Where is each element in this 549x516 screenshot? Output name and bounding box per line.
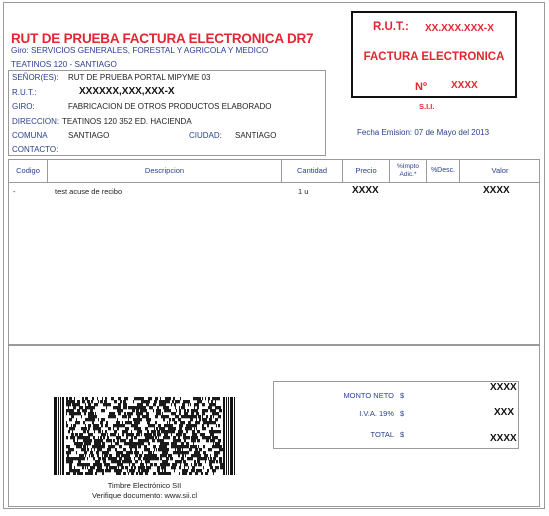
company-address: TEATINOS 120 - SANTIAGO	[11, 60, 117, 69]
col-desc: %Desc.	[430, 167, 456, 174]
direccion-label: DIRECCION:	[12, 117, 60, 126]
pdf417-barcode-icon	[54, 397, 235, 475]
total-value: XXXX	[490, 433, 517, 444]
col-descripcion: Descripcion	[144, 166, 185, 175]
fecha-emision: Fecha Emision: 07 de Mayo del 2013	[357, 128, 490, 137]
row-valor: XXXX	[483, 185, 510, 196]
neto-value: XXXX	[490, 382, 517, 393]
receiver-giro-label: GIRO:	[12, 102, 35, 111]
senores-label: SEÑOR(ES):	[12, 73, 59, 82]
comuna-value: SANTIAGO	[68, 131, 110, 140]
comuna-label: COMUNA	[12, 131, 48, 140]
verify-label: Verifique documento: www.sii.cl	[91, 491, 198, 500]
company-name: RUT DE PRUEBA FACTURA ELECTRONICA DR7	[11, 31, 314, 46]
iva-value: XXX	[494, 407, 515, 418]
document-number-label: Nº	[415, 81, 427, 93]
ciudad-value: SANTIAGO	[235, 131, 277, 140]
detail-table-header	[9, 160, 539, 183]
total-label: TOTAL	[370, 430, 394, 439]
sii-rut-label: R.U.T.:	[373, 21, 409, 33]
timbre-label: Timbre Electrónico SII	[107, 481, 182, 490]
receiver-box	[8, 70, 326, 156]
receiver-giro-value: FABRICACION DE OTROS PRODUCTOS ELABORADO	[68, 102, 272, 111]
neto-currency: $	[400, 391, 405, 400]
row-codigo: -	[13, 187, 16, 196]
detail-table	[8, 159, 540, 345]
contacto-label: CONTACTO:	[12, 145, 59, 154]
ciudad-label: CIUDAD:	[189, 131, 222, 140]
direccion-value: TEATINOS 120 352 ED. HACIENDA	[62, 117, 192, 126]
document-type: FACTURA ELECTRONICA	[363, 51, 505, 63]
receiver-rut-label: R.U.T.:	[12, 88, 37, 97]
sii-rut-value: XX.XXX.XXX-X	[425, 23, 494, 34]
row-descripcion: test acuse de recibo	[55, 187, 123, 196]
sii-document-box	[351, 11, 517, 98]
totals-box	[273, 381, 519, 449]
senores-value: RUT DE PRUEBA PORTAL MIPYME 03	[68, 73, 211, 82]
sii-label: S.I.I.	[419, 102, 435, 111]
document-number-value: XXXX	[451, 80, 478, 91]
row-precio: XXXX	[352, 185, 379, 196]
neto-label: MONTO NETO	[343, 391, 394, 400]
col-precio: Precio	[355, 166, 377, 175]
col-cantidad: Cantidad	[296, 166, 328, 175]
iva-label: I.V.A. 19%	[359, 409, 394, 418]
col-codigo: Codigo	[16, 166, 40, 175]
row-cantidad: 1 u	[298, 187, 309, 196]
col-valor: Valor	[491, 166, 509, 175]
company-giro: Giro: SERVICIOS GENERALES, FORESTAL Y AGRICOLA Y MEDICO	[11, 46, 269, 55]
col-impto: %Impto Adic.*	[396, 163, 420, 178]
total-currency: $	[400, 430, 405, 439]
receiver-rut-value: XXXXXX,XXX,XXX-X	[79, 86, 175, 97]
iva-currency: $	[400, 409, 405, 418]
